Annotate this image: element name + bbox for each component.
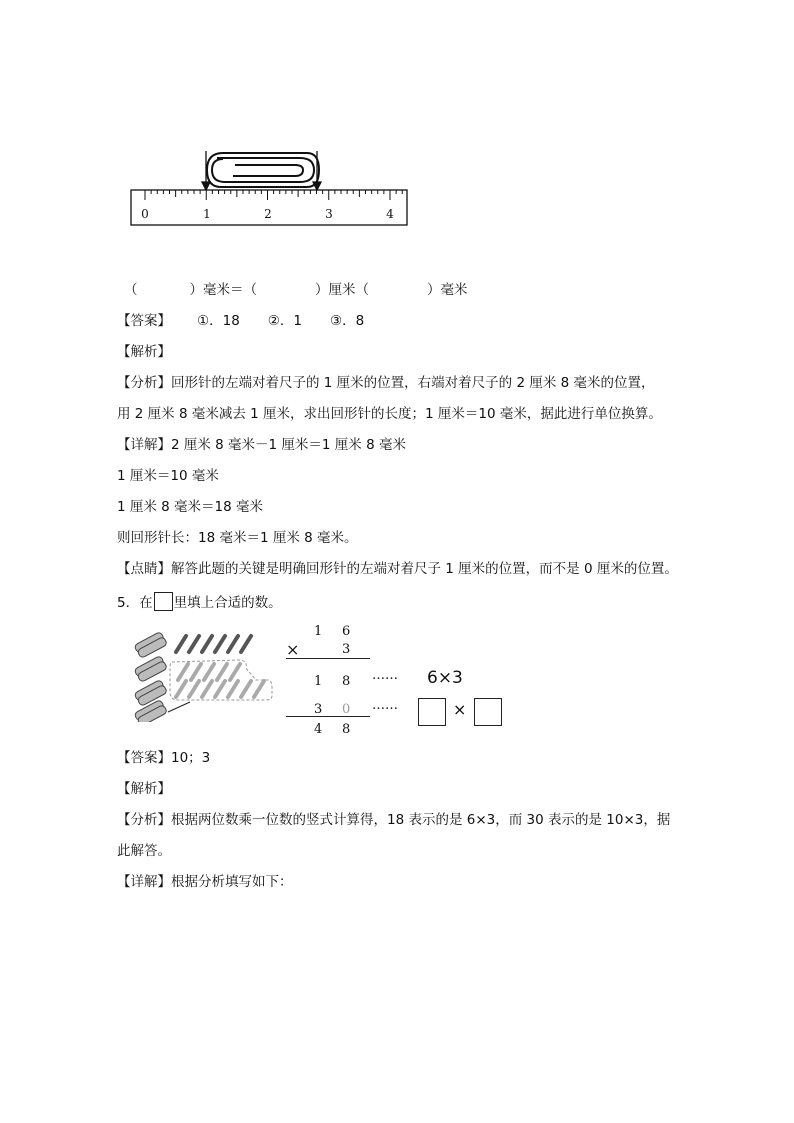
- dots: ……: [372, 698, 398, 713]
- answer-1: ①．18: [197, 313, 240, 329]
- paren-text: ）毫米＝（: [189, 282, 257, 298]
- digit: 8: [342, 722, 351, 737]
- arrow-left-icon: [202, 151, 210, 190]
- answer-2: ②．1: [267, 313, 302, 329]
- q5-analysis-title: 【解析】: [117, 781, 171, 797]
- digit: 1: [314, 624, 323, 639]
- paren-text: ）厘米（: [315, 282, 369, 298]
- q5-fenxi-line2: 此解答。: [117, 843, 171, 859]
- bundle-icon: [134, 679, 168, 706]
- ruler-label: 4: [386, 207, 394, 221]
- q4-fenxi-line1: 【分析】回形针的左端对着尺子的 1 厘米的位置，右端对着尺子的 2 厘米 8 毫米的位置，: [117, 375, 655, 391]
- sticks-figure: [128, 630, 273, 722]
- grouped-sticks: [176, 664, 264, 697]
- q4-answer: [117, 312, 364, 330]
- digit: 3: [314, 702, 323, 717]
- q4-blanks-line: [124, 281, 468, 299]
- digit: 0: [342, 702, 351, 717]
- rule-line: [286, 716, 370, 717]
- single-sticks-row: [176, 636, 251, 652]
- paperclip-icon: [207, 153, 319, 187]
- answer-box[interactable]: [474, 698, 502, 726]
- ruler-paperclip-figure: [125, 146, 415, 232]
- q4-line-b: 1 厘米 8 毫米＝18 毫米: [117, 499, 264, 515]
- digit: 3: [342, 642, 351, 657]
- q4-fenxi-line2: 用 2 厘米 8 毫米减去 1 厘米，求出回形针的长度；1 厘米＝10 毫米，据此进行单位换算。: [117, 406, 662, 422]
- ruler-label: 1: [203, 207, 211, 221]
- vertical-multiplication: [284, 620, 514, 740]
- expression: 6×3: [427, 668, 463, 688]
- digit: 1: [314, 674, 323, 689]
- times-sign: ×: [453, 700, 467, 719]
- q4-analysis-title: 【解析】: [117, 344, 171, 360]
- q5-xiangjie: 【详解】根据分析填写如下：: [117, 874, 293, 890]
- times-sign: ×: [286, 640, 300, 659]
- q4-line-c: 则回形针长：18 毫米＝1 厘米 8 毫米。: [117, 530, 358, 546]
- q4-dianjing: 【点睛】解答此题的关键是明确回形针的左端对着尺子 1 厘米的位置，而不是 0 厘米的位置。: [117, 561, 678, 577]
- q5-suffix: 里填上合适的数。: [173, 595, 282, 611]
- bundle-icon: [134, 631, 168, 658]
- answer-box[interactable]: [418, 698, 446, 726]
- rule-line: [286, 658, 370, 659]
- ruler-label: 3: [325, 207, 333, 221]
- q5-fenxi-line1: 【分析】根据两位数乘一位数的竖式计算得，18 表示的是 6×3，而 30 表示的是 10×3，据: [117, 812, 671, 828]
- ruler-label: 0: [141, 207, 149, 221]
- blank-box-icon: [154, 592, 173, 611]
- paren-text: ）毫米: [427, 282, 468, 298]
- ruler-label: 2: [264, 207, 272, 221]
- q5-answer: 【答案】10；3: [117, 750, 211, 766]
- bundle-icon: [134, 655, 168, 682]
- answer-3: ③．8: [329, 313, 365, 329]
- digit: 6: [342, 624, 351, 639]
- digit: 8: [342, 674, 351, 689]
- q5-prompt: [117, 592, 282, 612]
- dots: ……: [372, 668, 398, 683]
- q4-xiangjie: 【详解】2 厘米 8 毫米－1 厘米＝1 厘米 8 毫米: [117, 437, 406, 453]
- q4-line-a: 1 厘米＝10 毫米: [117, 468, 219, 484]
- q5-prefix: 5．在: [117, 595, 153, 611]
- answer-tag: 【答案】: [117, 313, 171, 329]
- digit: 4: [314, 722, 323, 737]
- paren-open: （: [124, 282, 138, 298]
